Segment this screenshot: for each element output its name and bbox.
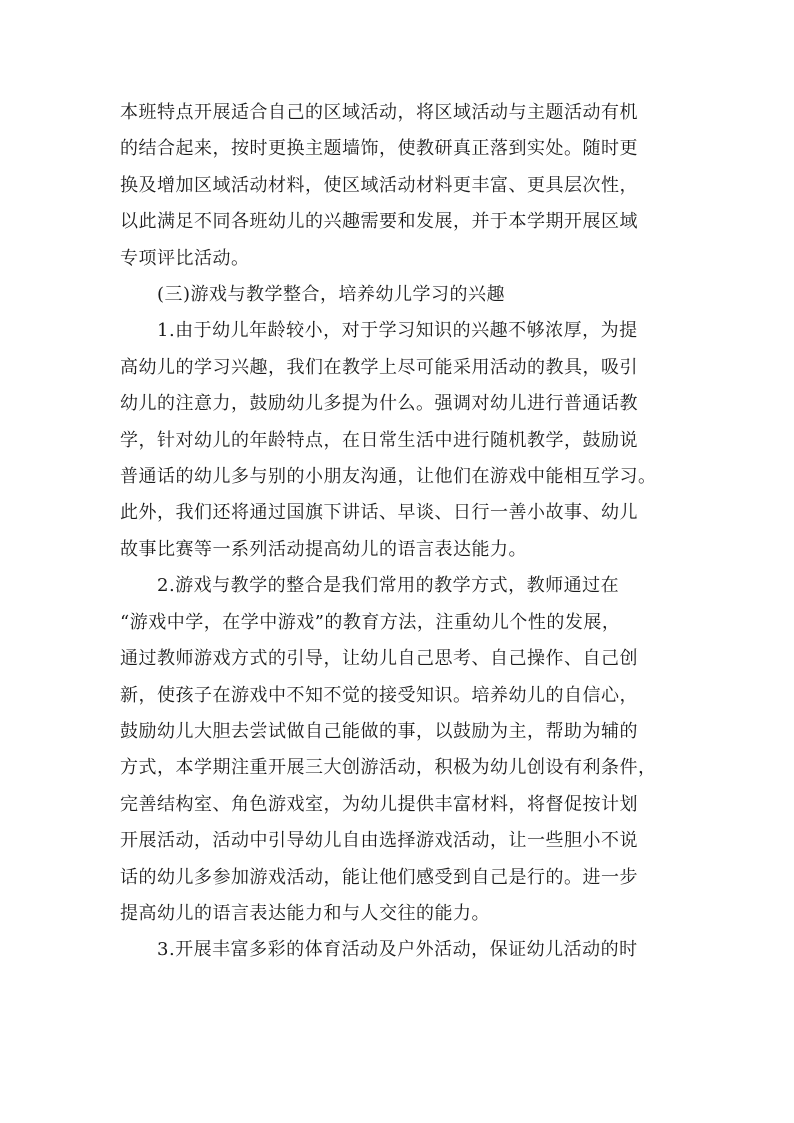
paragraph-item-3: 3.开展丰富多彩的体育活动及户外活动，保证幼儿活动的时: [157, 939, 638, 961]
paragraph-item-2: 2.游戏与教学的整合是我们常用的教学方式，教师通过在 “游戏中学，在学中游戏”的教育方法，注重幼儿个性的发展， 通过教师游戏方式的引导，让幼儿自己思考、自己操作、自己创 新，使孩子在游戏中不知不觉的接受知识。培养幼儿的自信心， 鼓励幼儿大胆去尝试做自己能做的事，以鼓励为主，帮助为辅的 方式，本学期注重开展三大创游活动，积极为幼儿创设有利条件， 完善结构室、角色游戏室，为幼儿提供丰富材料，将督促按计划 开展活动，活动中引导幼儿自由选择游戏活动，让一些胆小不说 话的幼儿多参加游戏活动，能让他们感受到自己是行的。进一步 提高幼儿的语言表达能力和与人交往的能力。: [120, 575, 657, 924]
section-heading: (三)游戏与教学整合，培养幼儿学习的兴趣: [157, 284, 506, 306]
paragraph-regional-activities: 本班特点开展适合自己的区域活动，将区域活动与主题活动有机 的结合起来，按时更换主题墙饰，使教研真正落到实处。随时更 换及增加区域活动材料，使区域活动材料更丰富、更具层次性， 以此满足不同各班幼儿的兴趣需要和发展，并于本学期开展区域 专项评比活动。: [120, 102, 638, 269]
document-body: [120, 95, 676, 969]
paragraph-item-1: 1.由于幼儿年龄较小，对于学习知识的兴趣不够浓厚，为提 高幼儿的学习兴趣，我们在教学上尽可能采用活动的教具，吸引 幼儿的注意力，鼓励幼儿多提为什么。强调对幼儿进行普通话教 学，针对幼儿的年龄特点，在日常生活中进行随机教学，鼓励说 普通话的幼儿多与别的小朋友沟通，让他们在游戏中能相互学习。 此外，我们还将通过国旗下讲话、早谈、日行一善小故事、幼儿 故事比赛等一系列活动提高幼儿的语言表达能力。: [120, 320, 657, 560]
